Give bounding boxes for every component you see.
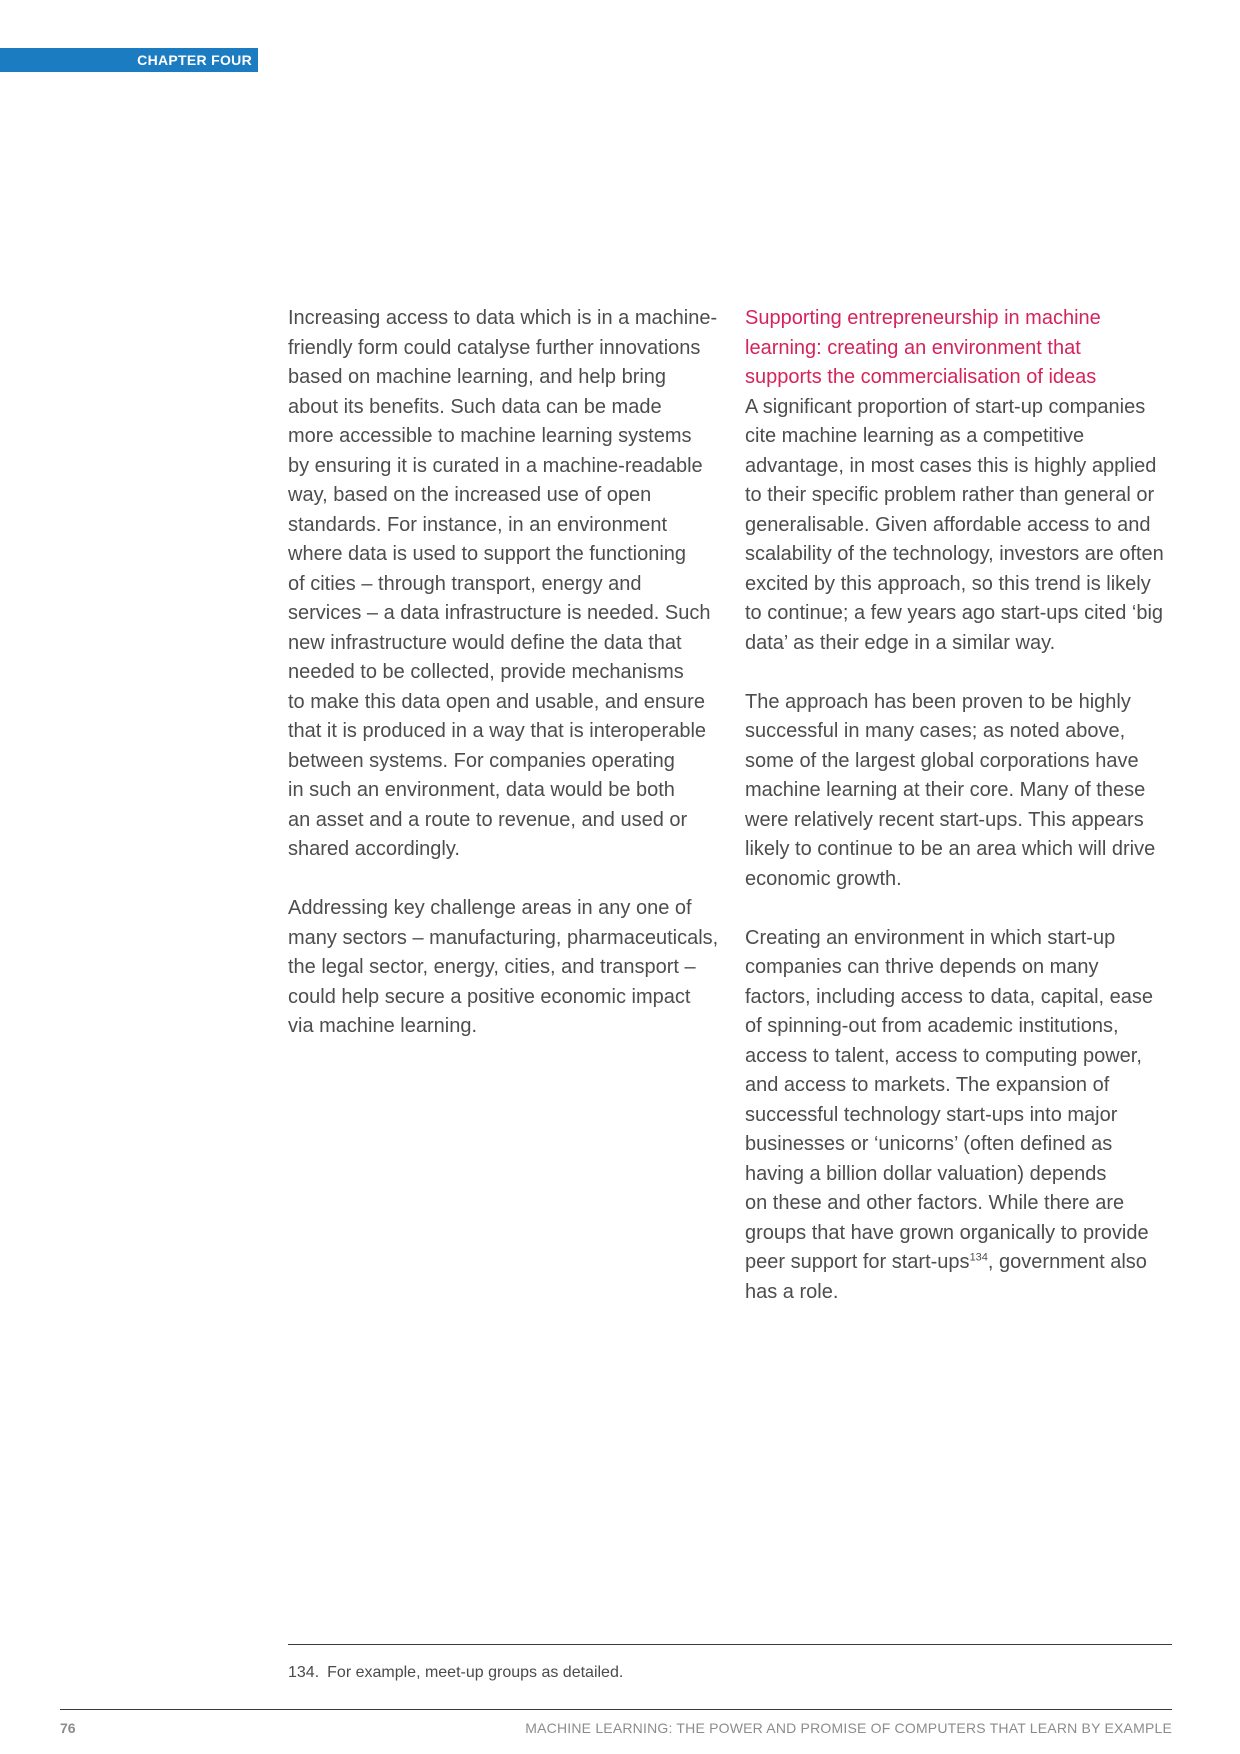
body-paragraph: Increasing access to data which is in a machine- friendly form could catalyse further innovations based on machine learning, and help bring about its benefits. Such data can be made more accessible to machine learning systems by ensuring it is curated in a machine-readable way, based on the increased use of open standards. For instance, in an environment where data is used to support the functioning of cities – through transport, energy and services – a data infrastructure is needed. Such new infrastructure would define the data that needed to be collected, provide mechanisms to make this data open and usable, and ensure that it is produced in a way that is interoperable between systems. For companies operating in such an environment, data would be both an asset and a route to revenue, and used or shared accordingly. [288, 307, 718, 860]
section-heading: Supporting entrepreneurship in machine learning: creating an environment that supports the commercialisation of ideas [745, 307, 1101, 388]
footnote-number: 134. [288, 1664, 320, 1681]
body-paragraph: A significant proportion of start-up companies cite machine learning as a competitive advantage, in most cases this is highly applied to their specific problem rather than general or generalisable. Given affordable access to and scalability of the technology, investors are often excited by this approach, so this trend is likely to continue; a few years ago start-ups cited ‘big data’ as their edge in a similar way. [745, 395, 1164, 654]
left-column [288, 304, 720, 1042]
footnote [288, 1663, 623, 1683]
page-number: 76 [60, 1720, 76, 1736]
right-column [745, 304, 1177, 1307]
footnote-reference[interactable]: 134 [969, 1251, 988, 1264]
paragraph-text: Creating an environment in which start-up companies can thrive depends on many factors, including access to data, capital, ease of spinning-out from academic institutions, access to talent, access to computing power, and access to markets. The expansion of successful technology start-ups into major businesses or ‘unicorns’ (often defined as having a billion dollar valuation) depends on these and other factors. While there are groups that have grown organically to provide peer support for start-ups [745, 926, 1154, 1273]
chapter-label: CHAPTER FOUR [0, 48, 258, 72]
footnote-text: For example, meet-up groups as detailed. [327, 1664, 624, 1681]
body-paragraph: Addressing key challenge areas in any one of many sectors – manufacturing, pharmaceuticals, the legal sector, energy, cities, and transport – could help secure a positive economic impact via machine learning. [288, 897, 719, 1037]
footer-divider [60, 1709, 1172, 1710]
body-paragraph [745, 924, 1177, 1308]
paragraph-text: , government also has a role. [745, 1251, 1147, 1303]
body-paragraph: The approach has been proven to be highly successful in many cases; as noted above, some of the largest global corporations have machine learning at their core. Many of these were relatively recent start-ups. This appears likely to continue to be an area which will drive economic growth. [745, 690, 1156, 890]
running-title: MACHINE LEARNING: THE POWER AND PROMISE OF COMPUTERS THAT LEARN BY EXAMPLE [525, 1720, 1172, 1736]
footnote-divider [288, 1644, 1172, 1645]
